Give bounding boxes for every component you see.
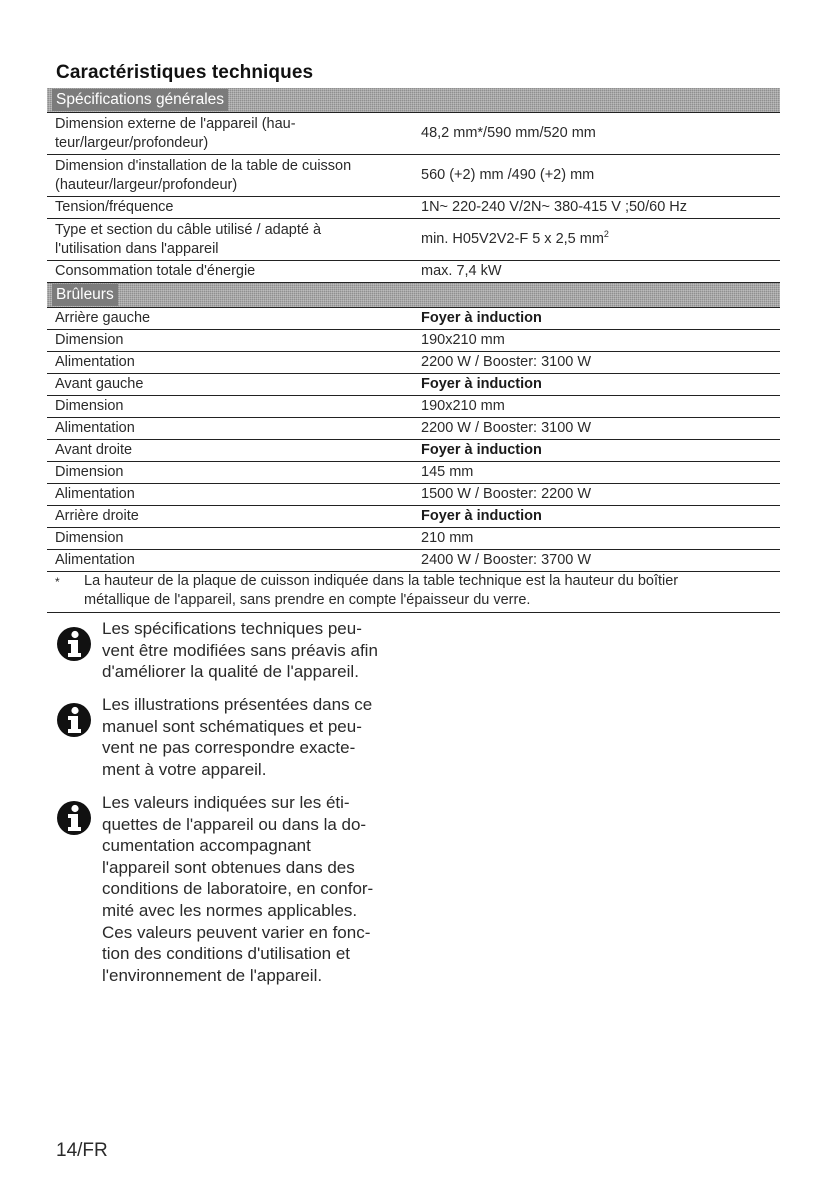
info-note-line: vent être modifiées sans préavis afin <box>102 640 378 660</box>
table-row <box>47 396 780 418</box>
info-note-line: d'améliorer la qualité de l'appareil. <box>102 662 359 682</box>
table-row <box>47 261 780 283</box>
info-icon <box>56 702 92 738</box>
section-header-burners <box>47 283 780 308</box>
row-label: Arrière gauche <box>55 310 151 326</box>
footnote <box>47 572 780 613</box>
row-value: Foyer à induction <box>421 376 542 392</box>
row-label: Dimension <box>55 332 124 348</box>
info-note-line: ment à votre appareil. <box>102 759 267 779</box>
row-label: Consommation totale d'énergie <box>55 263 256 279</box>
table-row <box>47 484 780 506</box>
row-label: Avant gauche <box>55 376 144 392</box>
info-note <box>56 694 396 780</box>
row-value: Foyer à induction <box>421 442 542 458</box>
table-row <box>47 197 780 219</box>
row-label: Arrière droite <box>55 508 139 524</box>
info-note-line: Les valeurs indiquées sur les éti- <box>102 793 350 812</box>
row-value: 1500 W / Booster: 2200 W <box>421 486 592 502</box>
info-note-line: Les illustrations présentées dans ce <box>102 695 373 714</box>
info-note-text <box>102 694 396 780</box>
row-label: Dimension d'installation de la table de cuisson (hauteur/largeur/profondeur) <box>55 157 352 193</box>
section-header-label: Brûleurs <box>52 284 118 306</box>
row-value: min. H05V2V2-F 5 x 2,5 $mm^2$ <box>421 229 609 247</box>
superscript: 2 <box>603 229 609 239</box>
row-label: Alimentation <box>55 354 135 370</box>
info-note-line: cumentation accompagnant <box>102 836 311 856</box>
info-note-line: manuel sont schématiques et peu- <box>102 716 362 736</box>
row-value: 145 mm <box>421 464 474 480</box>
row-label: Dimension externe de l'appareil (hau- teur/largeur/profondeur) <box>55 115 296 151</box>
row-value: 2400 W / Booster: 3700 W <box>421 552 592 568</box>
burner-rows <box>47 308 780 572</box>
info-note-line: vent ne pas correspondre exacte- <box>102 738 356 758</box>
table-row <box>47 550 780 572</box>
info-note-text <box>102 618 396 683</box>
table-row <box>47 462 780 484</box>
row-label: Alimentation <box>55 552 135 568</box>
row-value: Foyer à induction <box>421 508 542 524</box>
page-number: 14/FR <box>56 1140 108 1161</box>
page-title: Caractéristiques techniques <box>56 62 314 83</box>
row-label: Dimension <box>55 398 124 414</box>
footnote-text: La hauteur de la plaque de cuisson indiquée dans la table technique est la hauteur du boîtier métallique de l'appareil, sans prendre en compte l'épaisseur du verre. <box>84 573 679 608</box>
row-value: 560 (+2) mm /490 (+2) mm <box>421 167 595 183</box>
row-label: Avant droite <box>55 442 133 458</box>
table-row <box>47 155 780 197</box>
row-label: Alimentation <box>55 486 135 502</box>
row-value: Foyer à induction <box>421 310 542 326</box>
info-note-line: l'environnement de l'appareil. <box>102 965 323 985</box>
info-note-line: conditions de laboratoire, en confor- <box>102 879 374 899</box>
info-note-line: Les spécifications techniques peu- <box>102 619 362 638</box>
footnote-marker: * <box>55 575 60 589</box>
info-note <box>56 792 396 986</box>
row-value: 48,2 mm*/590 mm/520 mm <box>421 125 596 141</box>
table-row <box>47 374 780 396</box>
table-row <box>47 506 780 528</box>
table-row <box>47 352 780 374</box>
row-value: 190x210 mm <box>421 332 505 348</box>
info-note-line: tion des conditions d'utilisation et <box>102 944 351 964</box>
row-label: Dimension <box>55 464 124 480</box>
row-value: 2200 W / Booster: 3100 W <box>421 420 592 436</box>
info-note-line: l'appareil sont obtenues dans des <box>102 857 355 877</box>
info-note-line: quettes de l'appareil ou dans la do- <box>102 814 367 834</box>
table-row <box>47 418 780 440</box>
row-value: max. 7,4 kW <box>421 263 502 279</box>
row-value: 190x210 mm <box>421 398 505 414</box>
info-note-line: mité avec les normes applicables. <box>102 900 358 920</box>
info-note <box>56 618 396 683</box>
info-icon <box>56 800 92 836</box>
table-row <box>47 308 780 330</box>
table-row <box>47 528 780 550</box>
section-header-general <box>47 88 780 113</box>
table-row <box>47 440 780 462</box>
row-label: Alimentation <box>55 420 135 436</box>
row-label: Dimension <box>55 530 124 546</box>
row-label: Type et section du câble utilisé / adapté à l'utilisation dans l'appareil <box>55 221 322 257</box>
info-note-text <box>102 792 396 986</box>
table-row <box>47 330 780 352</box>
row-value: 210 mm <box>421 530 474 546</box>
row-value: 2200 W / Booster: 3100 W <box>421 354 592 370</box>
info-note-line: Ces valeurs peuvent varier en fonc- <box>102 922 371 942</box>
row-value: 1N~ 220-240 V/2N~ 380-415 V ;50/60 Hz <box>421 199 688 215</box>
table-row <box>47 113 780 155</box>
section-header-label: Spécifications générales <box>52 89 228 111</box>
info-icon <box>56 626 92 662</box>
table-row <box>47 219 780 261</box>
spec-table <box>47 88 780 572</box>
row-label: Tension/fréquence <box>55 199 174 215</box>
